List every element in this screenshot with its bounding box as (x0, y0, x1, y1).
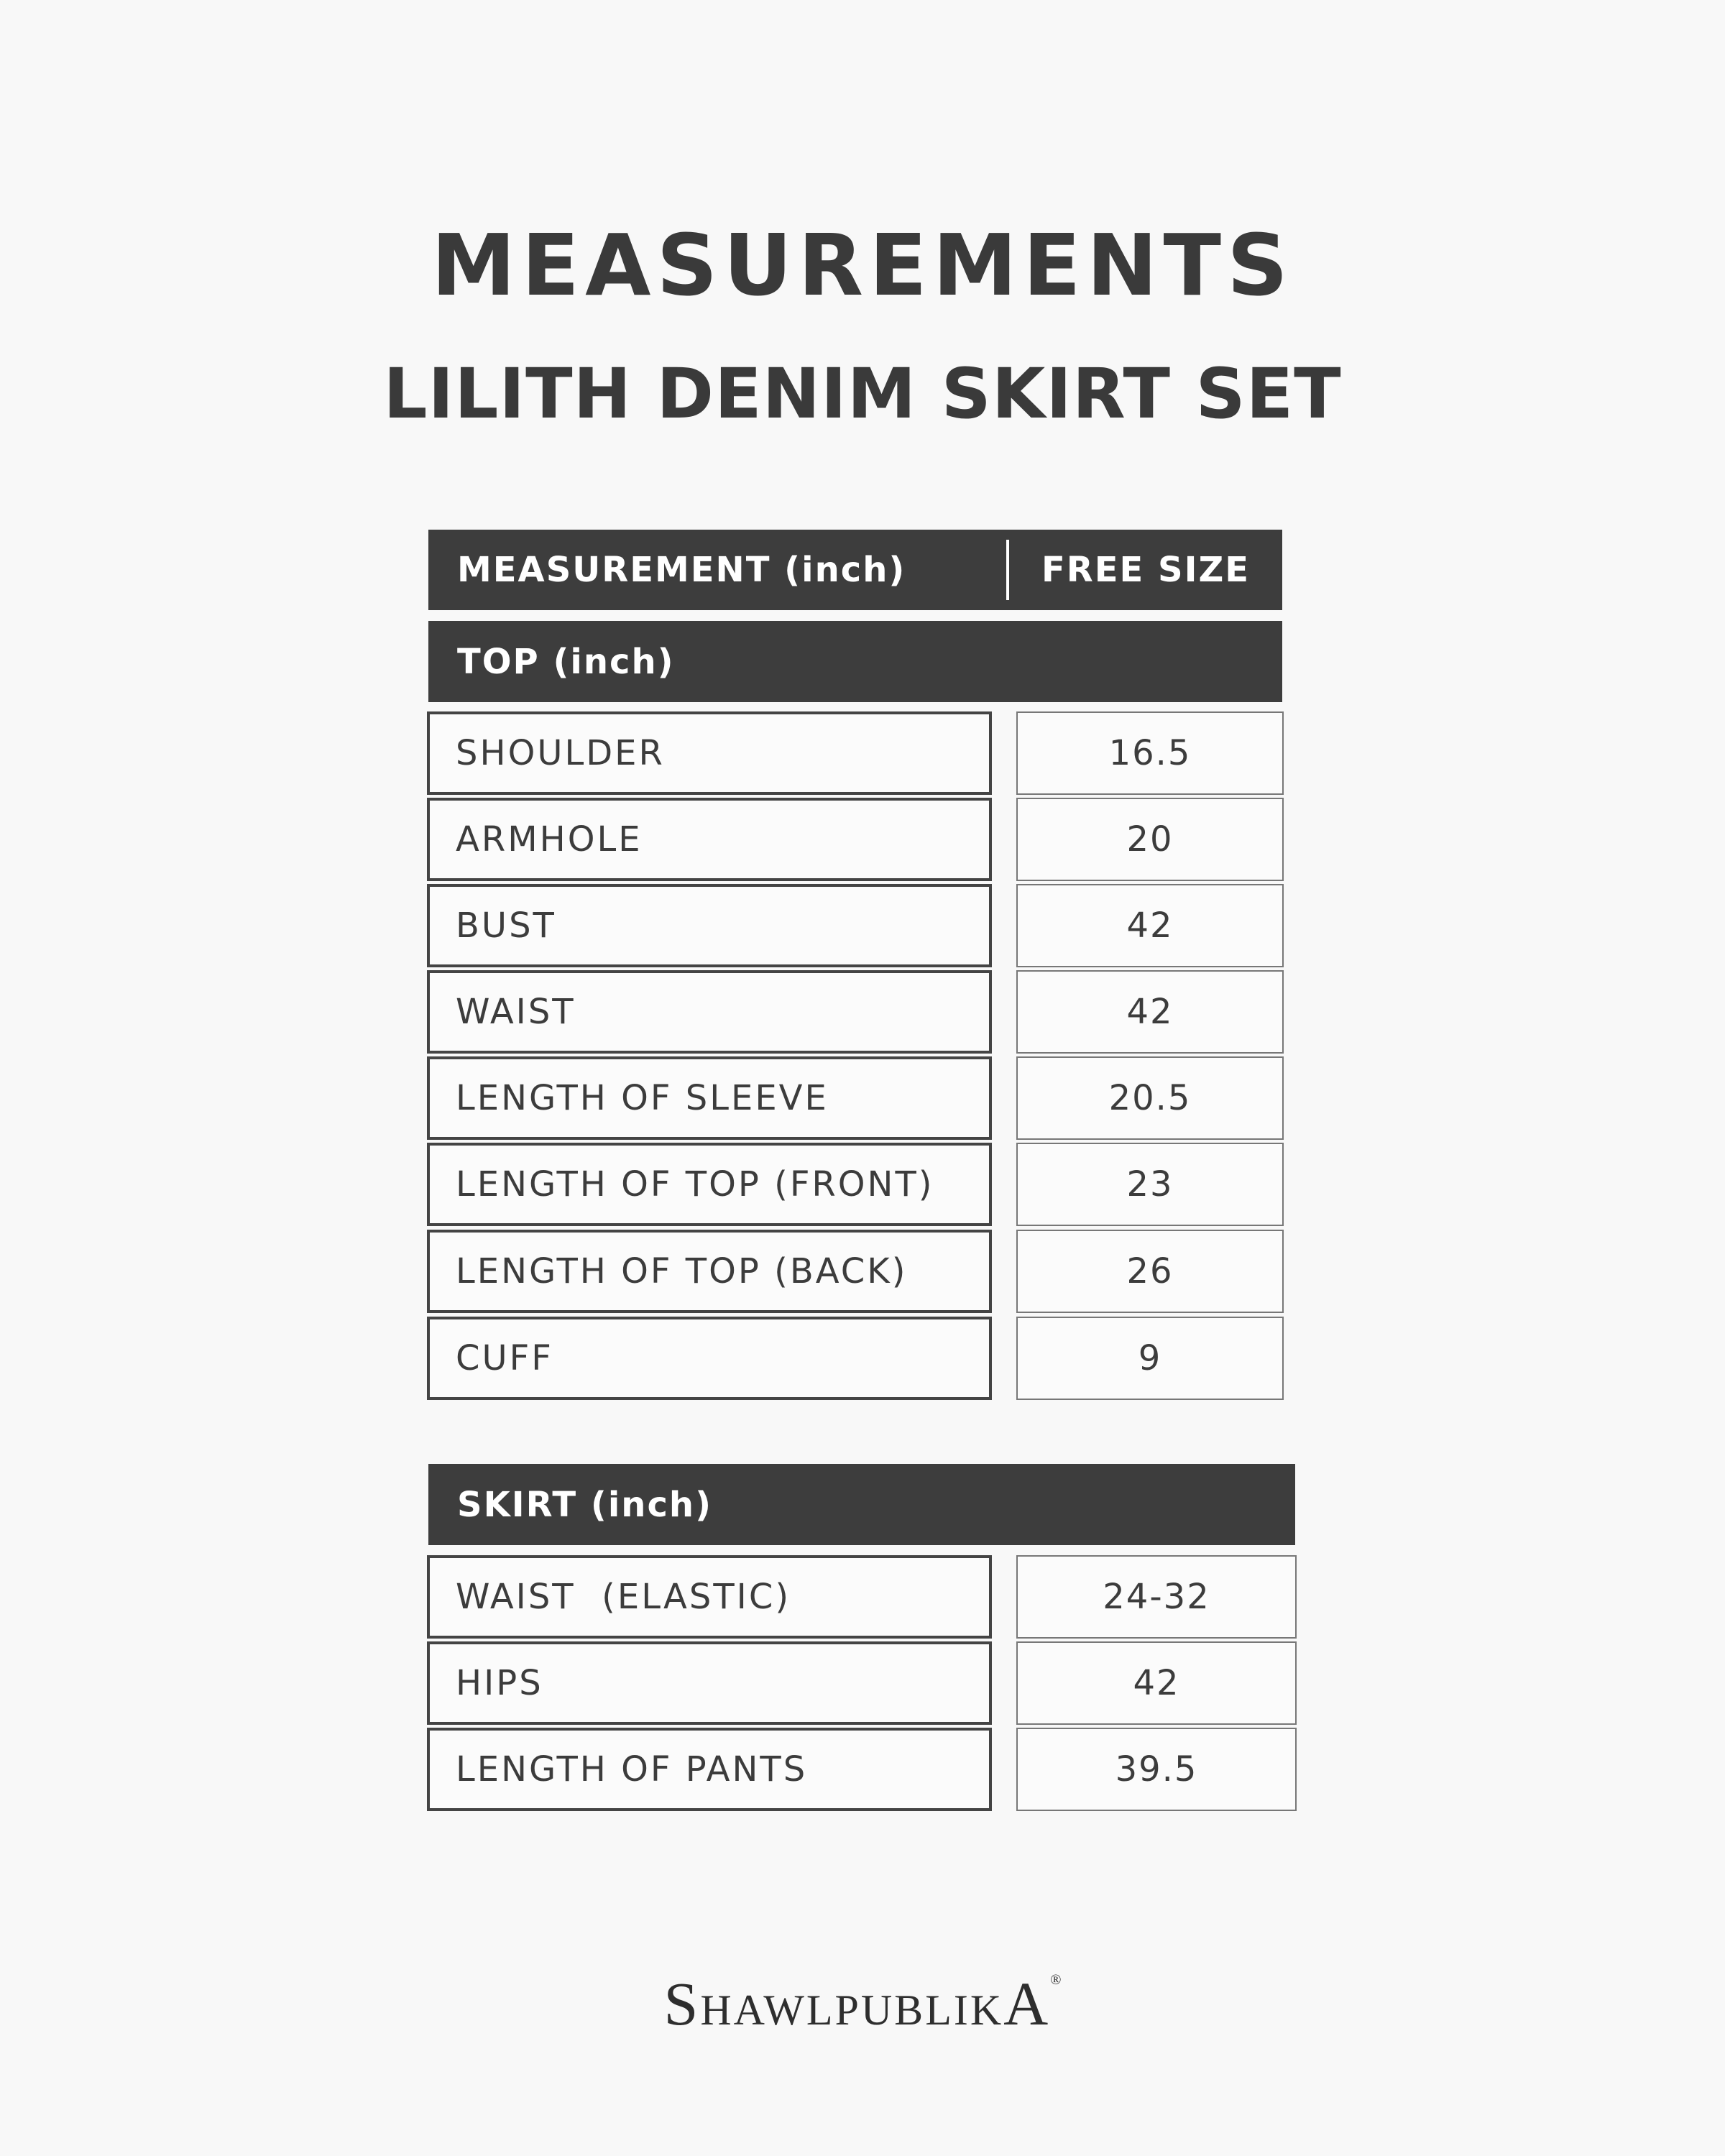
top-section-header (428, 621, 1282, 702)
brand-final: A (1003, 1969, 1051, 2038)
measurement-value: 23 (1016, 1143, 1284, 1226)
measurement-name: LENGTH OF SLEEVE (427, 1056, 992, 1140)
brand-logo (0, 1968, 1725, 2040)
measurement-value: 39.5 (1016, 1728, 1297, 1811)
measurement-name: LENGTH OF TOP (BACK) (427, 1230, 992, 1313)
product-name: LILITH DENIM SKIRT SET (383, 354, 1342, 434)
top-section-label: TOP (inch) (457, 641, 675, 682)
registered-mark: ® (1050, 1972, 1062, 1988)
measurement-name: LENGTH OF PANTS (427, 1728, 992, 1811)
measurement-name: BUST (427, 884, 992, 967)
size-column-header: FREE SIZE (1041, 550, 1251, 590)
brand-initial: S (663, 1969, 701, 2038)
measurement-value: 24-32 (1016, 1555, 1297, 1639)
brand-name: HAWLPUBLIK (700, 1986, 1004, 2034)
measurement-column-header: MEASUREMENT (inch) (457, 550, 906, 590)
measurement-name: WAIST (427, 970, 992, 1054)
measurement-value: 20 (1016, 798, 1284, 881)
measurement-value: 26 (1016, 1230, 1284, 1313)
measurement-name: LENGTH OF TOP (FRONT) (427, 1143, 992, 1226)
measurement-value: 42 (1016, 884, 1284, 967)
skirt-section-label: SKIRT (inch) (457, 1484, 713, 1525)
measurement-name: HIPS (427, 1641, 992, 1725)
measurement-value: 42 (1016, 970, 1284, 1054)
table-header (428, 530, 1282, 610)
measurement-name: CUFF (427, 1317, 992, 1400)
skirt-section-header (428, 1464, 1295, 1545)
page-title: MEASUREMENTS (431, 216, 1294, 315)
measurement-value: 20.5 (1016, 1056, 1284, 1140)
measurement-name: WAIST (ELASTIC) (427, 1555, 992, 1639)
measurement-name: SHOULDER (427, 711, 992, 795)
measurement-value: 42 (1016, 1641, 1297, 1725)
measurement-value: 9 (1016, 1317, 1284, 1400)
measurement-name: ARMHOLE (427, 798, 992, 881)
measurement-value: 16.5 (1016, 711, 1284, 795)
